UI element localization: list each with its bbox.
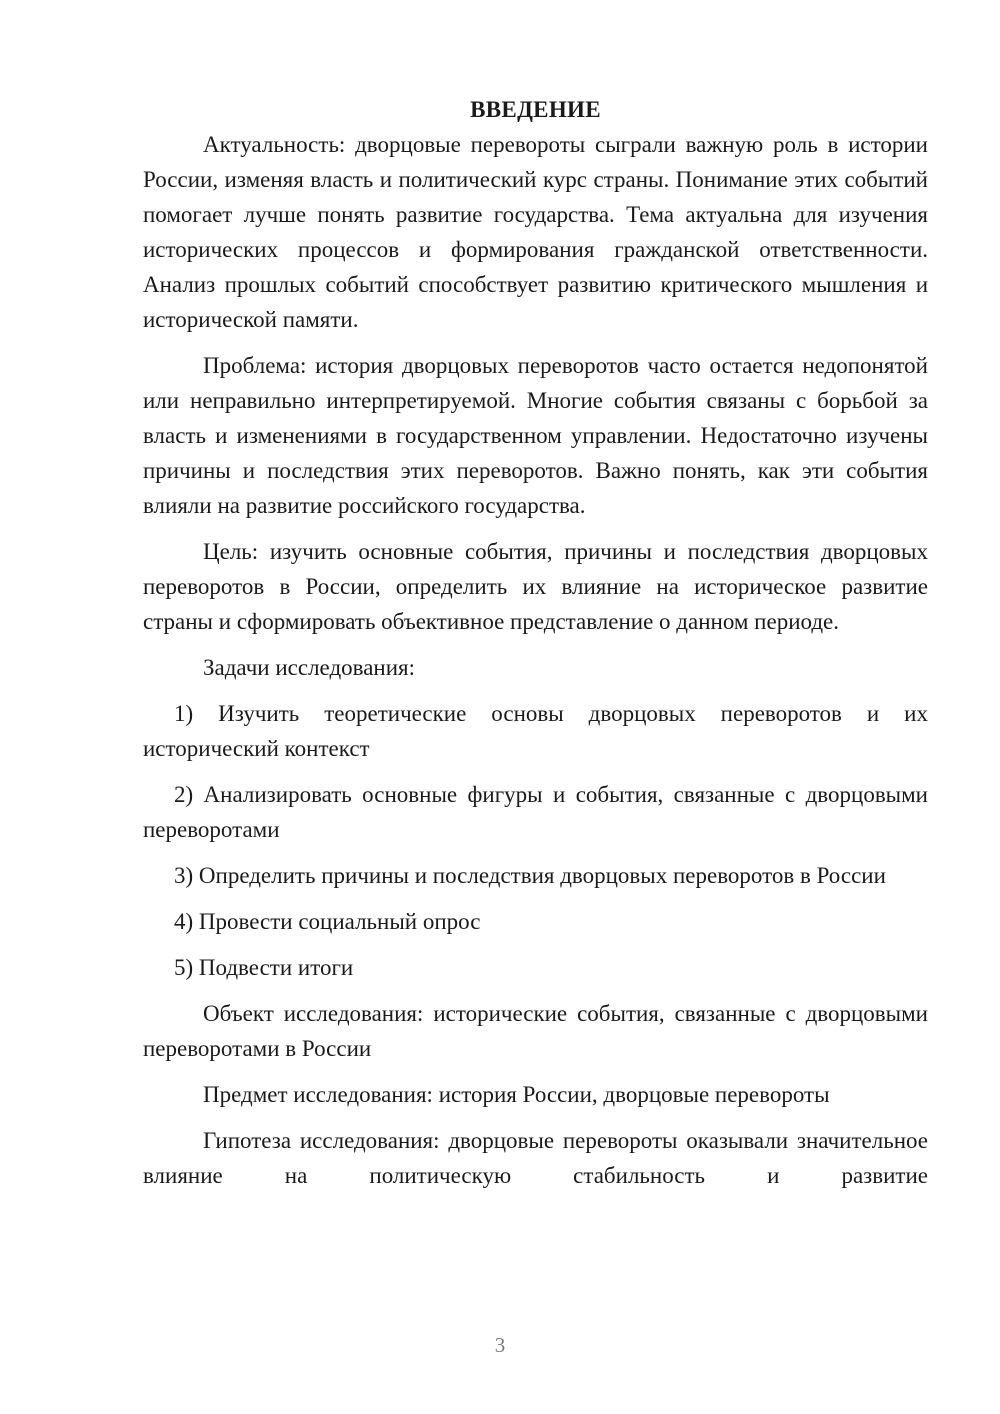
paragraph-relevance: Актуальность: дворцовые перевороты сыграли важную роль в истории России, изменяя власть и политический курс страны. Понимание этих событий помогает лучше понять развитие государства. Тема актуальна для изучения исторических процессов и формирования гражданской ответственности. Анализ прошлых событий способствует развитию критического мышления и исторической памяти. bbox=[143, 132, 928, 332]
paragraph-goal: Цель: изучить основные события, причины и последствия дворцовых переворотов в России, определить их влияние на историческое развитие страны и сформировать объективное представление о данном периоде. bbox=[143, 539, 928, 634]
list-item-task-1: 1) Изучить теоретические основы дворцовых переворотов и их исторический контекст bbox=[143, 701, 928, 761]
list-item-task-4: 4) Провести социальный опрос bbox=[174, 909, 481, 934]
list-item-task-3: 3) Определить причины и последствия дворцовых переворотов в России bbox=[174, 863, 886, 888]
list-item-task-2: 2) Анализировать основные фигуры и события, связанные с дворцовыми переворотами bbox=[143, 782, 928, 842]
page-number: 3 bbox=[494, 1333, 506, 1357]
paragraph-hypothesis: Гипотеза исследования: дворцовые перевороты оказывали значительное влияние на политическую стабильность и развитие bbox=[143, 1128, 928, 1188]
paragraph-subject: Предмет исследования: история России, дворцовые перевороты bbox=[203, 1082, 830, 1107]
list-item-task-5: 5) Подвести итоги bbox=[174, 955, 354, 980]
document-body bbox=[143, 92, 928, 1193]
tasks-title: Задачи исследования: bbox=[203, 655, 416, 680]
page-title: ВВЕДЕНИЕ bbox=[470, 97, 601, 122]
paragraph-object: Объект исследования: исторические события, связанные с дворцовыми переворотами в России bbox=[143, 1001, 928, 1061]
paragraph-problem: Проблема: история дворцовых переворотов часто остается недопонятой или неправильно интерпретируемой. Многие события связаны с борьбой за власть и изменениями в государственном управлении. Недостаточно изучены причины и последствия этих переворотов. Важно понять, как эти события влияли на развитие российского государства. bbox=[143, 353, 928, 518]
